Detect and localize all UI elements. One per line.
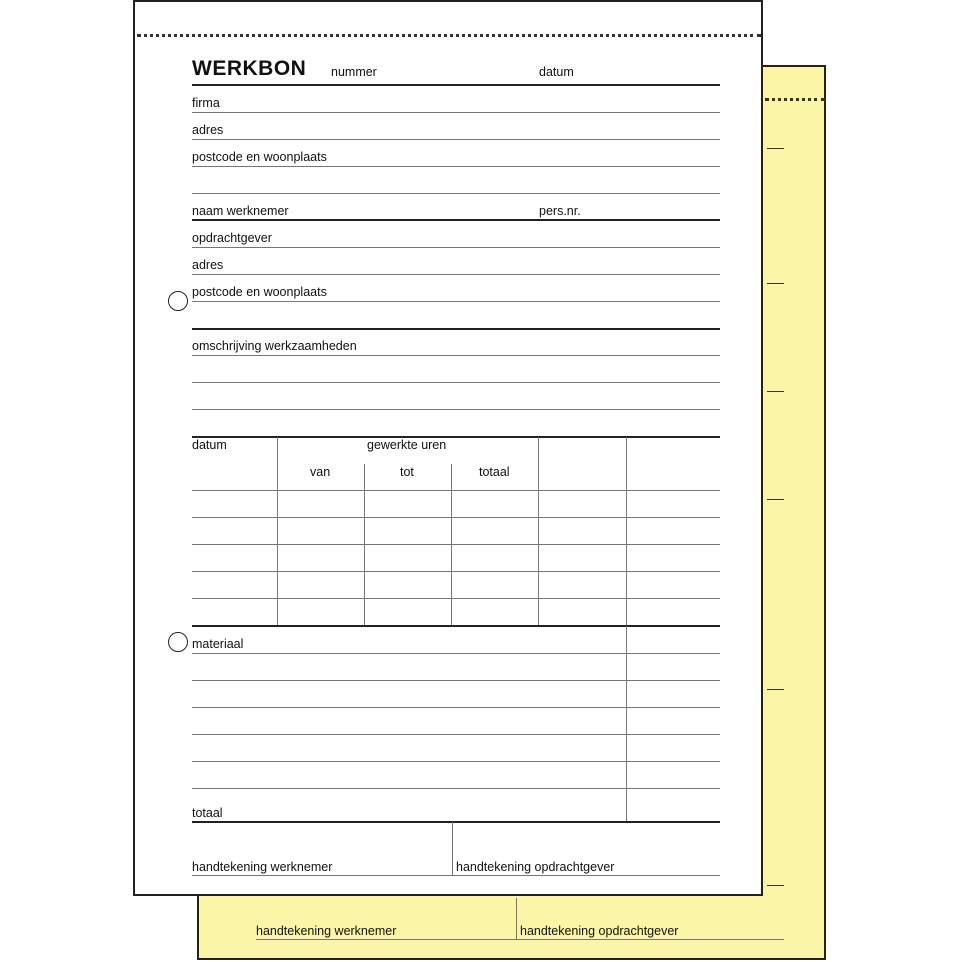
materiaal-col-divider <box>626 626 627 822</box>
signature-divider <box>452 822 453 875</box>
werknemer-rule <box>192 219 720 221</box>
datum-label: datum <box>539 65 574 79</box>
omschrijving-label: omschrijving werkzaamheden <box>192 339 357 353</box>
hours-col-divider <box>364 464 365 626</box>
adres-line <box>192 139 720 140</box>
opdrachtgever-label: opdrachtgever <box>192 231 272 245</box>
postcode-woonplaats-label: postcode en woonplaats <box>192 150 327 164</box>
pers-nr-label: pers.nr. <box>539 204 581 218</box>
copy-signature-line <box>256 939 784 940</box>
hours-row-line <box>192 544 720 545</box>
adres2-line <box>192 274 720 275</box>
materiaal-line <box>192 788 720 789</box>
adres-label: adres <box>192 123 224 137</box>
nummer-label: nummer <box>331 65 377 79</box>
gewerkte-uren-header: gewerkte uren <box>367 438 447 452</box>
copy-handtekening-werknemer-label: handtekening werknemer <box>256 924 397 938</box>
header-rule <box>192 84 720 86</box>
postcode2-line <box>192 301 720 302</box>
materiaal-line <box>192 761 720 762</box>
signature-line <box>192 875 720 876</box>
copy-signature-divider <box>516 898 517 939</box>
firma-line <box>192 112 720 113</box>
margin-tick <box>767 283 784 284</box>
totaal-header: totaal <box>479 465 510 479</box>
omschrijving-line <box>192 409 720 410</box>
margin-tick <box>767 885 784 886</box>
postcode-woonplaats2-label: postcode en woonplaats <box>192 285 327 299</box>
form-title: WERKBON <box>192 57 307 80</box>
margin-tick <box>767 391 784 392</box>
materiaal-line <box>192 734 720 735</box>
margin-tick <box>767 689 784 690</box>
hours-row-line <box>192 571 720 572</box>
opdrachtgever-line <box>192 247 720 248</box>
adres2-label: adres <box>192 258 224 272</box>
hours-datum-header: datum <box>192 438 227 452</box>
blank-line <box>192 193 720 194</box>
tot-header: tot <box>400 465 414 479</box>
margin-tick <box>767 148 784 149</box>
omschrijving-line <box>192 355 720 356</box>
werkbon-original-sheet <box>133 0 763 896</box>
section-rule <box>192 328 720 330</box>
perforation-line <box>137 34 761 37</box>
materiaal-label: materiaal <box>192 637 244 651</box>
totaal-rule <box>192 821 720 823</box>
hours-row-line <box>192 598 720 599</box>
punch-hole-icon <box>168 632 188 652</box>
omschrijving-line <box>192 382 720 383</box>
perforation-line <box>765 98 825 101</box>
handtekening-opdrachtgever-label: handtekening opdrachtgever <box>456 860 615 874</box>
materiaal-line <box>192 653 720 654</box>
hours-table-top-rule <box>192 436 720 438</box>
punch-hole-icon <box>168 291 188 311</box>
firma-label: firma <box>192 96 220 110</box>
postcode-line <box>192 166 720 167</box>
materiaal-line <box>192 707 720 708</box>
materiaal-line <box>192 680 720 681</box>
hours-col-divider <box>451 464 452 626</box>
hours-row-line <box>192 517 720 518</box>
copy-handtekening-opdrachtgever-label: handtekening opdrachtgever <box>520 924 679 938</box>
naam-werknemer-label: naam werknemer <box>192 204 289 218</box>
hours-row-line <box>192 490 720 491</box>
margin-tick <box>767 499 784 500</box>
materiaal-top-rule <box>192 625 720 627</box>
totaal-label: totaal <box>192 806 223 820</box>
handtekening-werknemer-label: handtekening werknemer <box>192 860 333 874</box>
van-header: van <box>310 465 331 479</box>
